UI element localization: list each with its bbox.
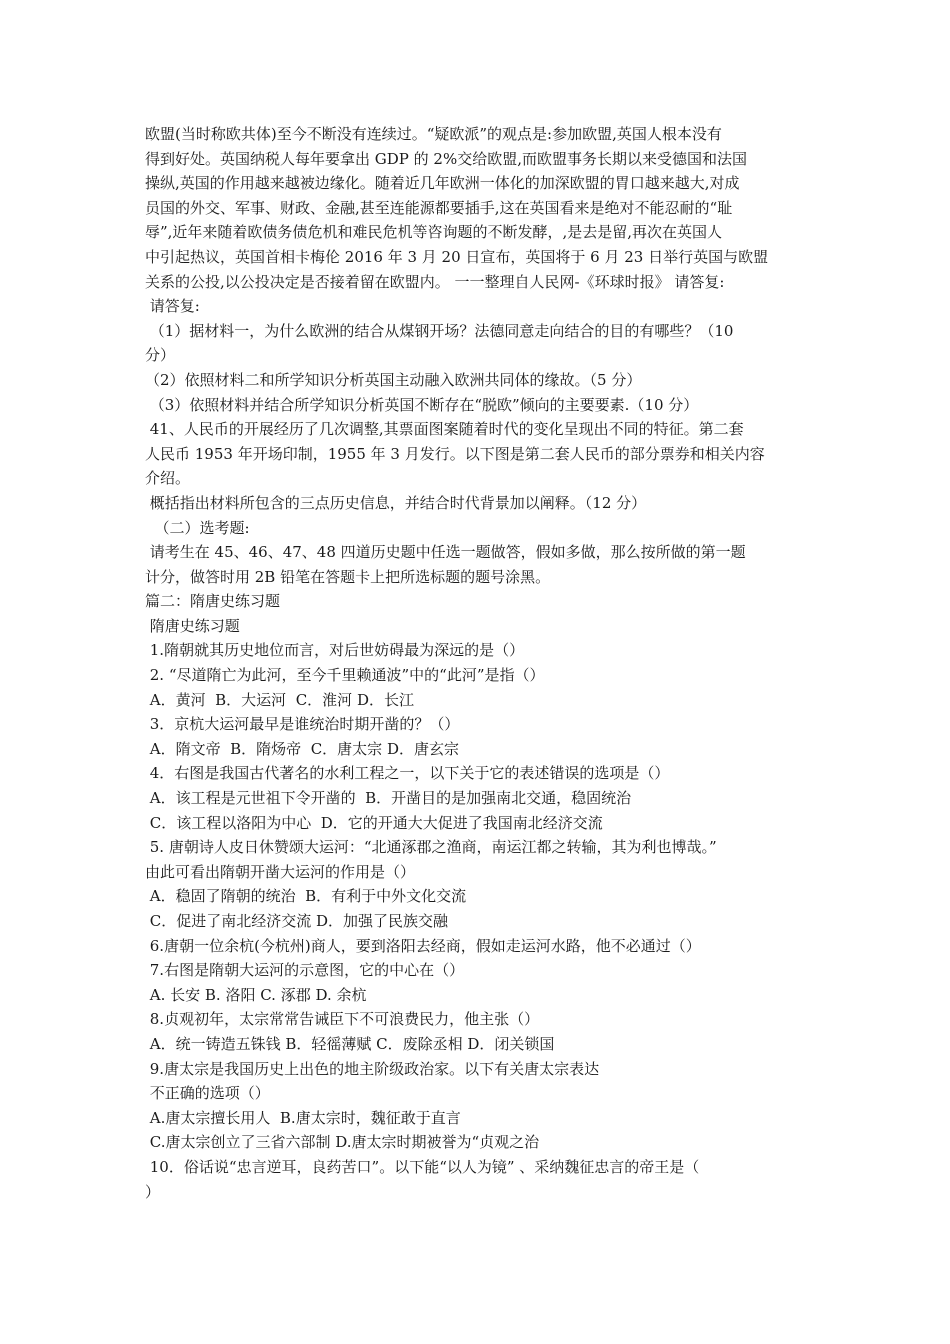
text-line-18: 请考生在 45、46、47、48 四道历史题中任选一题做答，假如多做，那么按所做的第一题: [145, 543, 746, 562]
question-6: 6.唐朝一位余杭(今杭州)商人，要到洛阳去经商，假如走运河水路，他不必通过（）: [145, 936, 701, 955]
question-10: 10．俗话说“忠言逆耳，良药苦口”。以下能“以人为镜” 、采纳魏征忠言的帝王是（: [145, 1157, 700, 1176]
text-line-19: 计分，做答时用 2B 铅笔在答题卡上把所选标题的题号涂黑。: [145, 567, 551, 586]
question-part-3: （3）依照材料并结合所学知识分析英国不断存在“脱欧”倾向的主要要素.（10 分）: [145, 395, 699, 414]
text-line-3: 操纵,英国的作用越来越被边缘化。随着近几年欧洲一体化的加深欧盟的胃口越来越大,对成: [145, 174, 740, 193]
question-4: 4．右图是我国古代著名的水利工程之一，以下关于它的表述错误的选项是（）: [145, 764, 670, 783]
text-line-1: 欧盟(当时称欧共体)至今不断没有连续过。“疑欧派”的观点是:参加欧盟,英国人根本没有: [145, 125, 722, 143]
options-q9-ab: A.唐太宗擅长用人 B.唐太宗时，魏征敢于直言: [145, 1108, 461, 1127]
text-line-4: 员国的外交、军事、财政、金融,甚至连能源都要插手,这在英国看来是绝对不能忍耐的“耻: [145, 198, 733, 217]
options-q4-ab: A．该工程是元世祖下令开凿的 B．开凿目的是加强南北交通，稳固统治: [145, 789, 632, 808]
question-41: 41、人民币的开展经历了几次调整,其票面图案随着时代的变化呈现出不同的特征。第二套: [145, 420, 744, 439]
text-line-10: 分）: [145, 346, 176, 365]
question-1: 1.隋朝就其历史地位而言，对后世妨碍最为深远的是（）: [145, 641, 525, 660]
question-9: 9.唐太宗是我国历史上出色的地主阶级政治家。以下有关唐太宗表达: [145, 1059, 600, 1078]
section-heading-part-two: 篇二：隋唐史练习题: [145, 592, 281, 611]
text-line-2: 得到好处。英国纳税人每年要拿出 GDP 的 2%交给欧盟,而欧盟事务长期以来受德国和法国: [145, 149, 747, 168]
options-q9-cd: C.唐太宗创立了三省六部制 D.唐太宗时期被誉为“贞观之治: [145, 1133, 540, 1152]
question-8: 8.贞观初年，太宗常常告诫臣下不可浪费民力，他主张（）: [145, 1010, 540, 1029]
options-q7: A. 长安 B. 洛阳 C. 涿郡 D. 余杭: [145, 985, 367, 1004]
document-page: [145, 122, 811, 1204]
question-3: 3．京杭大运河最早是谁统治时期开凿的？（）: [145, 715, 460, 734]
question-2: 2. “尽道隋亡为此河，至今千里赖通波”中的“此河”是指（）: [145, 666, 545, 685]
question-part-2: （2）依照材料二和所学知识分析英国主动融入欧洲共同体的缘故。（5 分）: [145, 370, 642, 389]
text-line-44: ）: [145, 1182, 161, 1201]
question-part-1: （1）据材料一，为什么欧洲的结合从煤钢开场？法德同意走向结合的目的有哪些？（10: [145, 321, 734, 340]
text-line-31: 由此可看出隋朝开凿大运河的作用是（）: [145, 862, 416, 881]
question-5: 5. 唐朝诗人皮日休赞颂大运河：“北通涿郡之渔商，南运江都之转输，其为利也博哉。”: [145, 838, 717, 857]
options-q4-cd: C．该工程以洛阳为中心 D．它的开通大大促进了我国南北经济交流: [145, 813, 603, 832]
text-line-14: 人民币 1953 年开场印制，1955 年 3 月发行。以下图是第二套人民币的部分票券和相关内容: [145, 444, 765, 463]
text-line-16: 概括指出材料所包含的三点历史信息，并结合时代背景加以阐释。（12 分）: [145, 493, 647, 512]
text-line-7: 关系的公投,以公投决定是否接着留在欧盟内。 一一整理自人民网-《环球时报》 请答复:: [145, 272, 725, 291]
options-q2: A．黄河 B．大运河 C．淮河 D．长江: [145, 690, 414, 709]
question-7: 7.右图是隋朝大运河的示意图，它的中心在（）: [145, 961, 465, 980]
options-q8: A．统一铸造五铢钱 B．轻徭薄赋 C．废除丞相 D．闭关锁国: [145, 1034, 555, 1053]
text-line-40: 不正确的选项（）: [145, 1084, 270, 1103]
options-q5-cd: C．促进了南北经济交流 D．加强了民族交融: [145, 912, 449, 930]
text-line-8: 请答复:: [145, 297, 200, 316]
text-line-6: 中引起热议，英国首相卡梅伦 2016 年 3 月 20 日宣布，英国将于 6 月 23 日举行英国与欧盟: [145, 247, 769, 266]
section-heading-elective: （二）选考题:: [145, 518, 250, 537]
text-line-5: 辱”,近年来随着欧债务债危机和难民危机等咨询题的不断发酵，,是去是留,再次在英国人: [145, 223, 722, 242]
document-title: 隋唐史练习题: [145, 616, 240, 635]
options-q3: A．隋文帝 B．隋炀帝 C．唐太宗 D．唐玄宗: [145, 739, 459, 758]
options-q5-ab: A．稳固了隋朝的统治 B．有利于中外文化交流: [145, 887, 467, 906]
text-line-15: 介绍。: [145, 469, 191, 488]
